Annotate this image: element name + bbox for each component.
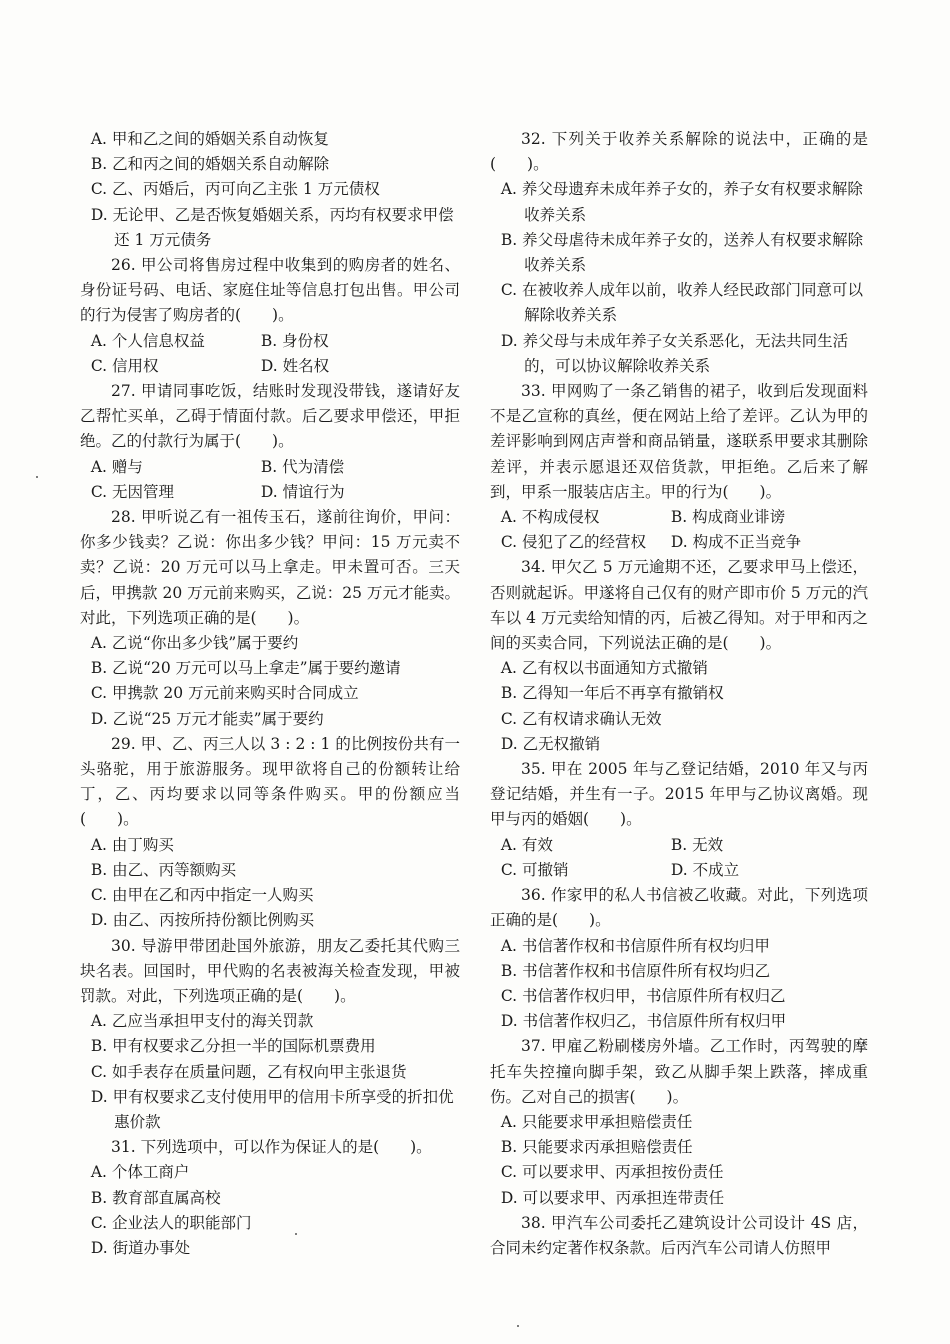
q31-option-a: A. 个体工商户 bbox=[90, 1163, 190, 1182]
q29-option-c: C. 由甲在乙和丙中指定一人购买 bbox=[90, 886, 314, 905]
q29-option-d: D. 由乙、丙按所持份额比例购买 bbox=[90, 911, 315, 930]
q36-option-a: A. 书信著作权和书信原件所有权均归甲 bbox=[500, 936, 770, 955]
q34-option-c: C. 乙有权请求确认无效 bbox=[500, 709, 662, 728]
q35-options-row-1 bbox=[490, 833, 868, 858]
q37-option-c: C. 可以要求甲、丙承担按份责任 bbox=[500, 1163, 724, 1182]
q32-stem: 32. 下列关于收养关系解除的说法中，正确的是( )。 bbox=[490, 130, 868, 174]
q28-option-d: D. 乙说“25 万元才能卖”属于要约 bbox=[90, 709, 324, 728]
q35-option-d: D. 不成立 bbox=[670, 860, 740, 879]
q32-option-d: D. 养父母与未成年养子女关系恶化，无法共同生活的，可以协议解除收养关系 bbox=[500, 331, 849, 375]
q28-option-b: B. 乙说“20 万元可以马上拿走”属于要约邀请 bbox=[90, 659, 401, 678]
q33-option-b: B. 构成商业诽谤 bbox=[670, 508, 786, 527]
q26-option-b: B. 身份权 bbox=[260, 331, 329, 350]
q26-option-d: D. 姓名权 bbox=[260, 356, 330, 375]
q34-option-d: D. 乙无权撤销 bbox=[500, 734, 601, 753]
q28-stem: 28. 甲听说乙有一祖传玉石，遂前往询价，甲问：你多少钱卖？乙说：你出多少钱？甲问：15 万元卖不卖？乙说：20 万元可以马上拿走。甲未置可否。三天后，甲携款 20 万元前来购买，乙说：25 万元才能卖。对此，下列选项正确的是( )。 bbox=[80, 508, 460, 627]
q30-option-a: A. 乙应当承担甲支付的海关罚款 bbox=[90, 1012, 314, 1031]
q31-option-d: D. 街道办事处 bbox=[90, 1238, 191, 1257]
right-column bbox=[490, 127, 868, 1261]
q37-option-a: A. 只能要求甲承担赔偿责任 bbox=[500, 1112, 693, 1131]
q29-option-a: A. 由丁购买 bbox=[90, 835, 174, 854]
q28-option-c: C. 甲携款 20 万元前来购买时合同成立 bbox=[90, 684, 359, 703]
scan-speck bbox=[295, 1233, 297, 1235]
q27-option-a: A. 赠与 bbox=[90, 457, 143, 476]
scan-speck bbox=[517, 1325, 519, 1327]
q26-options-row-2 bbox=[80, 354, 460, 379]
q26-option-a: A. 个人信息权益 bbox=[90, 331, 205, 350]
q29-stem: 29. 甲、乙、丙三人以 3 : 2 : 1 的比例按份共有一头骆驼，用于旅游服务。现甲欲将自己的份额转让给丁，乙、丙均要求以同等条件购买。甲的份额应当( )。 bbox=[80, 734, 460, 829]
q36-option-b: B. 书信著作权和书信原件所有权均归乙 bbox=[500, 961, 771, 980]
q37-option-b: B. 只能要求丙承担赔偿责任 bbox=[500, 1138, 693, 1157]
q33-option-a: A. 不构成侵权 bbox=[500, 508, 600, 527]
left-column bbox=[80, 127, 460, 1261]
q27-options-row-2 bbox=[80, 480, 460, 505]
q36-option-c: C. 书信著作权归甲，书信原件所有权归乙 bbox=[500, 986, 786, 1005]
q33-options-row-2 bbox=[490, 530, 868, 555]
q35-option-c: C. 可撤销 bbox=[500, 860, 569, 879]
q37-option-d: D. 可以要求甲、丙承担连带责任 bbox=[500, 1188, 725, 1207]
q31-option-b: B. 教育部直属高校 bbox=[90, 1188, 221, 1207]
q35-options-row-2 bbox=[490, 858, 868, 883]
q35-stem: 35. 甲在 2005 年与乙登记结婚，2010 年又与丙登记结婚，并生有一子。2015 年甲与乙协议离婚。现甲与丙的婚姻( )。 bbox=[490, 760, 868, 829]
q28-option-a: A. 乙说“你出多少钱”属于要约 bbox=[90, 634, 299, 653]
q27-stem: 27. 甲请同事吃饭，结账时发现没带钱，遂请好友乙帮忙买单，乙碍于情面付款。后乙要求甲偿还，甲拒绝。乙的付款行为属于( )。 bbox=[80, 382, 460, 451]
q27-options-row-1 bbox=[80, 455, 460, 480]
q32-option-b: B. 养父母虐待未成年养子女的，送养人有权要求解除收养关系 bbox=[500, 230, 864, 275]
q30-stem: 30. 导游甲带团赴国外旅游，朋友乙委托其代购三块名表。回国时，甲代购的名表被海关检查发现，甲被罚款。对此，下列选项正确的是( )。 bbox=[80, 936, 460, 1005]
q35-option-b: B. 无效 bbox=[670, 835, 724, 854]
q34-option-a: A. 乙有权以书面通知方式撤销 bbox=[500, 659, 708, 678]
q33-option-d: D. 构成不正当竞争 bbox=[670, 533, 802, 552]
q25-option-d: D. 无论甲、乙是否恢复婚姻关系，丙均有权要求甲偿还 1 万元债务 bbox=[90, 205, 454, 249]
q32-option-c: C. 在被收养人成年以前，收养人经民政部门同意可以解除收养关系 bbox=[500, 281, 864, 325]
q31-stem: 31. 下列选项中，可以作为保证人的是( )。 bbox=[111, 1138, 432, 1157]
q30-option-c: C. 如手表存在质量问题，乙有权向甲主张退货 bbox=[90, 1062, 407, 1081]
q38-stem: 38. 甲汽车公司委托乙建筑设计公司设计 4S 店，合同未约定著作权条款。后丙汽车公司请人仿照甲 bbox=[490, 1213, 868, 1257]
q29-option-b: B. 由乙、丙等额购买 bbox=[90, 860, 237, 879]
q30-option-b: B. 甲有权要求乙分担一半的国际机票费用 bbox=[90, 1037, 376, 1056]
q26-option-c: C. 信用权 bbox=[90, 356, 159, 375]
q27-option-d: D. 情谊行为 bbox=[260, 482, 345, 501]
q37-stem: 37. 甲雇乙粉刷楼房外墙。乙工作时，丙驾驶的摩托车失控撞向脚手架，致乙从脚手架上跌落，摔成重伤。乙对自己的损害( )。 bbox=[490, 1037, 868, 1106]
q32-option-a: A. 养父母遗弃未成年养子女的，养子女有权要求解除收养关系 bbox=[500, 180, 863, 224]
q27-option-b: B. 代为清偿 bbox=[260, 457, 345, 476]
q34-option-b: B. 乙得知一年后不再享有撤销权 bbox=[500, 684, 724, 703]
q33-option-c: C. 侵犯了乙的经营权 bbox=[500, 533, 647, 552]
scan-speck bbox=[36, 476, 38, 478]
q36-stem: 36. 作家甲的私人书信被乙收藏。对此，下列选项正确的是( )。 bbox=[490, 886, 868, 930]
q26-options-row-1 bbox=[80, 329, 460, 354]
q30-option-d: D. 甲有权要求乙支付使用甲的信用卡所享受的折扣优惠价款 bbox=[90, 1087, 454, 1131]
q33-stem: 33. 甲网购了一条乙销售的裙子，收到后发现面料不是乙宣称的真丝，便在网站上给了差评。乙认为甲的差评影响到网店声誉和商品销量，遂联系甲要求其删除差评，并表示愿退还双倍货款，甲拒绝。乙后来了解到，甲系一服装店店主。甲的行为( )。 bbox=[490, 382, 868, 501]
q27-option-c: C. 无因管理 bbox=[90, 482, 175, 501]
q25-option-a: A. 甲和乙之间的婚姻关系自动恢复 bbox=[90, 130, 329, 148]
q26-stem: 26. 甲公司将售房过程中收集到的购房者的姓名、身份证号码、电话、家庭住址等信息打包出售。甲公司的行为侵害了购房者的( )。 bbox=[80, 256, 460, 325]
q33-options-row-1 bbox=[490, 505, 868, 530]
q34-stem: 34. 甲欠乙 5 万元逾期不还，乙要求甲马上偿还，否则就起诉。甲遂将自己仅有的财产即市价 5 万元的汽车以 4 万元卖给知情的丙，后被乙得知。对于甲和丙之间的买卖合同，下列说法正确的是( )。 bbox=[490, 558, 868, 653]
q31-option-c: C. 企业法人的职能部门 bbox=[90, 1213, 252, 1232]
q25-option-b: B. 乙和丙之间的婚姻关系自动解除 bbox=[90, 155, 330, 174]
q35-option-a: A. 有效 bbox=[500, 835, 553, 854]
q25-option-c: C. 乙、丙婚后，丙可向乙主张 1 万元债权 bbox=[90, 180, 380, 199]
q36-option-d: D. 书信著作权归乙，书信原件所有权归甲 bbox=[500, 1012, 787, 1031]
